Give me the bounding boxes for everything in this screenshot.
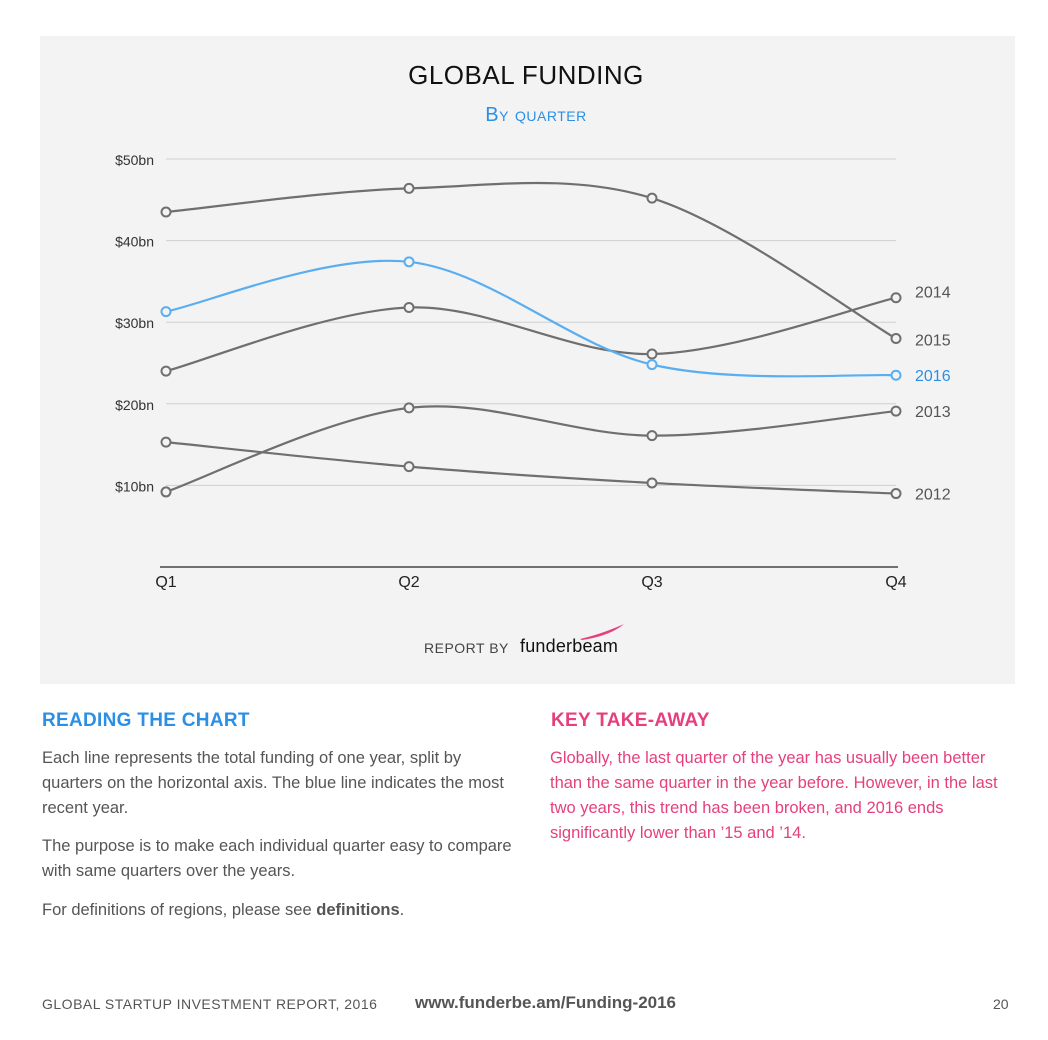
grid-lines — [166, 159, 896, 485]
x-tick-label: Q3 — [641, 574, 663, 591]
reading-paragraph-1: Each line represents the total funding of one year, split by quarters on the horizontal axis. The blue line indicates the most recent year. — [42, 749, 504, 817]
y-tick-label: $50bn — [115, 152, 154, 168]
data-point-2012 — [405, 462, 414, 471]
series-line-2013 — [166, 406, 896, 492]
x-tick-label: Q4 — [885, 574, 907, 591]
data-point-2016 — [162, 307, 171, 316]
reading-paragraph-2: The purpose is to make each individual quarter easy to compare with same quarters over the years. — [42, 837, 512, 880]
end-label-2016: 2016 — [915, 368, 951, 386]
data-point-2013 — [405, 403, 414, 412]
x-tick-label: Q1 — [155, 574, 177, 591]
end-label-2015: 2015 — [915, 332, 951, 350]
data-point-2016 — [405, 257, 414, 266]
data-point-2015 — [405, 303, 414, 312]
y-tick-label: $30bn — [115, 315, 154, 332]
y-tick-label: $10bn — [115, 478, 154, 495]
data-point-2014 — [648, 194, 657, 203]
end-label-2014: 2014 — [915, 284, 951, 302]
page-number: 20 — [993, 996, 1009, 1012]
key-takeaway-heading: KEY TAKE-AWAY — [551, 710, 710, 731]
definitions-link[interactable]: definitions — [316, 901, 400, 919]
series-end-labels — [915, 285, 951, 504]
series-line-2016 — [166, 261, 896, 377]
x-tick-label: Q2 — [398, 574, 420, 591]
footer-link[interactable]: www.funderbe.am/Funding-2016 — [415, 993, 677, 1012]
definitions-prefix: For definitions of regions, please see — [42, 901, 317, 919]
key-takeaway-text: Globally, the last quarter of the year has usually been better than the same quarter in the year before. However, in the last two years, this trend has been broken, and 2016 ends significantly lower than ’15 and ’14. — [550, 749, 998, 842]
data-point-2013 — [162, 487, 171, 496]
definitions-suffix: . — [399, 901, 405, 919]
data-point-2016 — [648, 360, 657, 369]
series-markers — [162, 184, 901, 498]
series-lines — [166, 183, 896, 494]
data-point-2014 — [162, 208, 171, 217]
data-point-2013 — [892, 407, 901, 416]
data-point-2014 — [892, 334, 901, 343]
y-tick-label: $20bn — [115, 396, 154, 413]
x-tick-labels — [155, 574, 906, 591]
series-line-2014 — [166, 183, 896, 339]
chart-title: GLOBAL FUNDING — [408, 60, 644, 90]
data-point-2012 — [162, 438, 171, 447]
y-tick-labels — [115, 152, 154, 494]
chart-subtitle: By quarter — [485, 104, 587, 126]
reading-the-chart-heading: READING THE CHART — [42, 710, 250, 731]
data-point-2013 — [648, 431, 657, 440]
data-point-2014 — [405, 184, 414, 193]
data-point-2015 — [892, 293, 901, 302]
report-by-label: REPORT BY — [424, 640, 509, 656]
data-point-2016 — [892, 371, 901, 380]
y-tick-label: $40bn — [115, 233, 154, 250]
data-point-2015 — [648, 350, 657, 359]
funderbeam-logo: funderbeam — [520, 636, 619, 656]
end-label-2012: 2012 — [915, 486, 951, 504]
footer-report-title: GLOBAL STARTUP INVESTMENT REPORT, 2016 — [42, 996, 378, 1012]
end-label-2013: 2013 — [915, 404, 951, 422]
data-point-2012 — [892, 489, 901, 498]
funderbeam-swoosh-icon — [580, 624, 626, 640]
data-point-2012 — [648, 478, 657, 487]
data-point-2015 — [162, 367, 171, 376]
reading-paragraph-3 — [42, 898, 512, 923]
